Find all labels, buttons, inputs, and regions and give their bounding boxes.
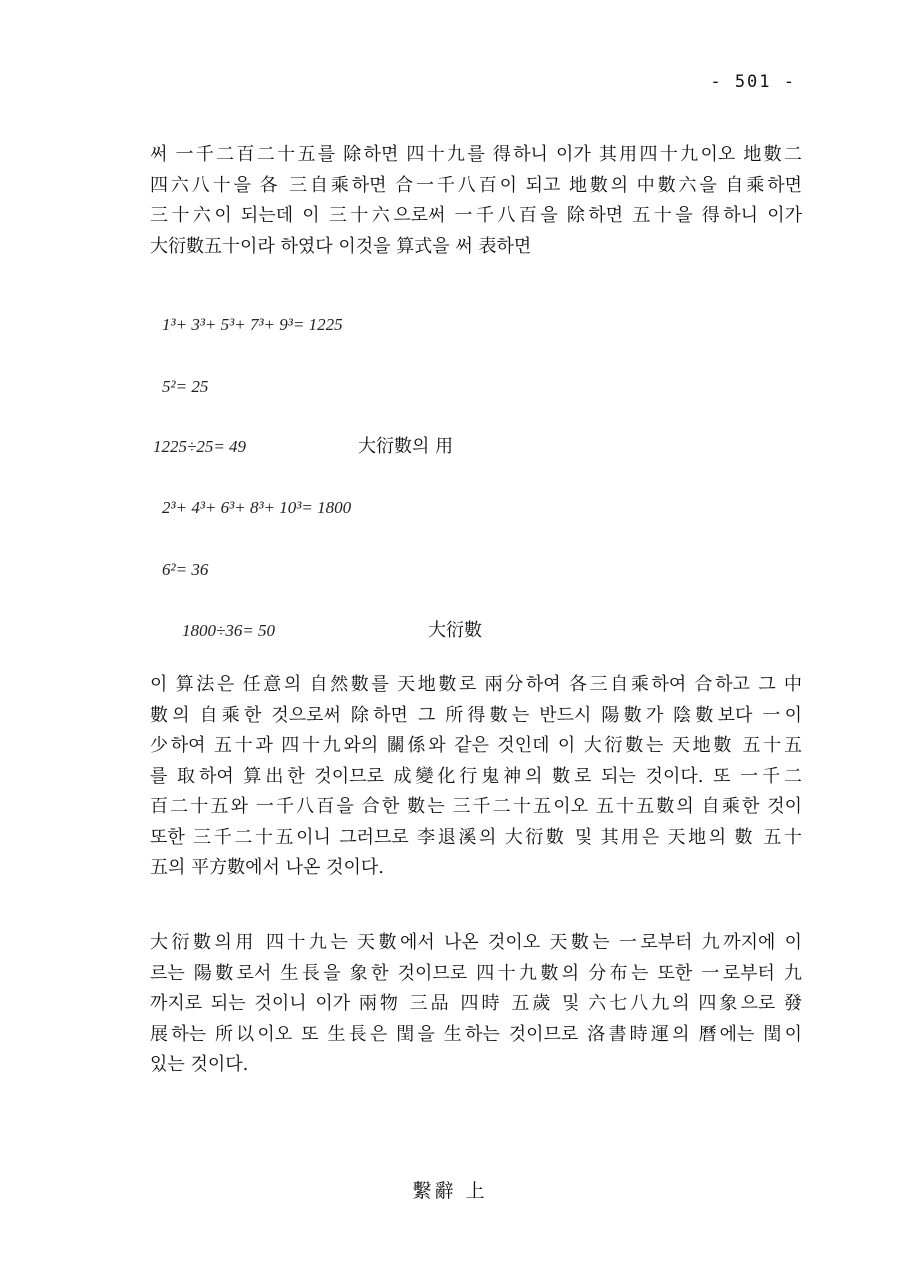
text-line: 까지로 되는 것이니 이가 兩物 三品 四時 五歲 및 六七八九의 四象으로 發: [150, 993, 802, 1014]
page-number: - 501 -: [710, 72, 796, 92]
text-line: 百二十五와 一千八百을 合한 數는 三千二十五이오 五十五數의 自乘한 것이: [150, 796, 802, 817]
text-line: 大衍數의用 四十九는 天數에서 나온 것이오 天數는 一로부터 九까지에 이: [150, 932, 802, 953]
text-line: 四六八十을 各 三自乘하면 合一千八百이 되고 地數의 中數六을 自乘하면: [150, 174, 802, 196]
text-line: 르는 陽數로서 生長을 象한 것이므로 四十九數의 分布는 또한 一로부터 九: [150, 962, 802, 984]
text-line: 大衍數五十이라 하였다 이것을 算式을 써 表하면: [150, 235, 532, 257]
formula-even-cubes: 2³+ 4³+ 6³+ 8³+ 10³= 1800: [162, 498, 352, 517]
paragraph-heaven-numbers: [150, 928, 802, 1081]
text-line: 이 算法은 任意의 自然數를 天地數로 兩分하여 各三自乘하여 合하고 그 中: [150, 674, 802, 695]
formula-odd-cubes: 1³+ 3³+ 5³+ 7³+ 9³= 1225: [162, 315, 343, 334]
paragraph-algorithm: [150, 670, 802, 884]
page-footer: 繫辭 上: [412, 1180, 488, 1202]
formula-division-49: 1225÷25= 49: [153, 437, 247, 456]
text-line: 있는 것이다.: [150, 1054, 249, 1075]
text-line: 또한 三千二十五이니 그러므로 李退溪의 大衍數 및 其用은 天地의 數 五十: [150, 826, 802, 848]
text-line: 三十六이 되는데 이 三十六으로써 一千八百을 除하면 五十을 得하니 이가: [150, 205, 802, 226]
intro-paragraph: [150, 140, 802, 262]
formula-note-use: 大衍數의 用: [358, 436, 454, 457]
text-line: 五의 平方數에서 나온 것이다.: [150, 857, 384, 878]
formula-square-six: 6²= 36: [162, 560, 209, 579]
formula-square-five: 5²= 25: [162, 377, 209, 396]
text-line: 展하는 所以이오 또 生長은 閏을 生하는 것이므로 洛書時運의 曆에는 閏이: [150, 1023, 802, 1045]
text-line: 數의 自乘한 것으로써 除하면 그 所得數는 반드시 陽數가 陰數보다 一이: [150, 704, 802, 726]
text-line: 少하여 五十과 四十九와의 關係와 같은 것인데 이 大衍數는 天地數 五十五: [150, 735, 802, 756]
formula-division-50: 1800÷36= 50: [182, 621, 276, 640]
formula-note-number: 大衍數: [428, 620, 482, 641]
text-line: 써 一千二百二十五를 除하면 四十九를 得하니 이가 其用四十九이오 地數二: [150, 144, 802, 165]
text-line: 를 取하여 算出한 것이므로 成變化行鬼神의 數로 되는 것이다. 또 一千二: [150, 765, 802, 787]
